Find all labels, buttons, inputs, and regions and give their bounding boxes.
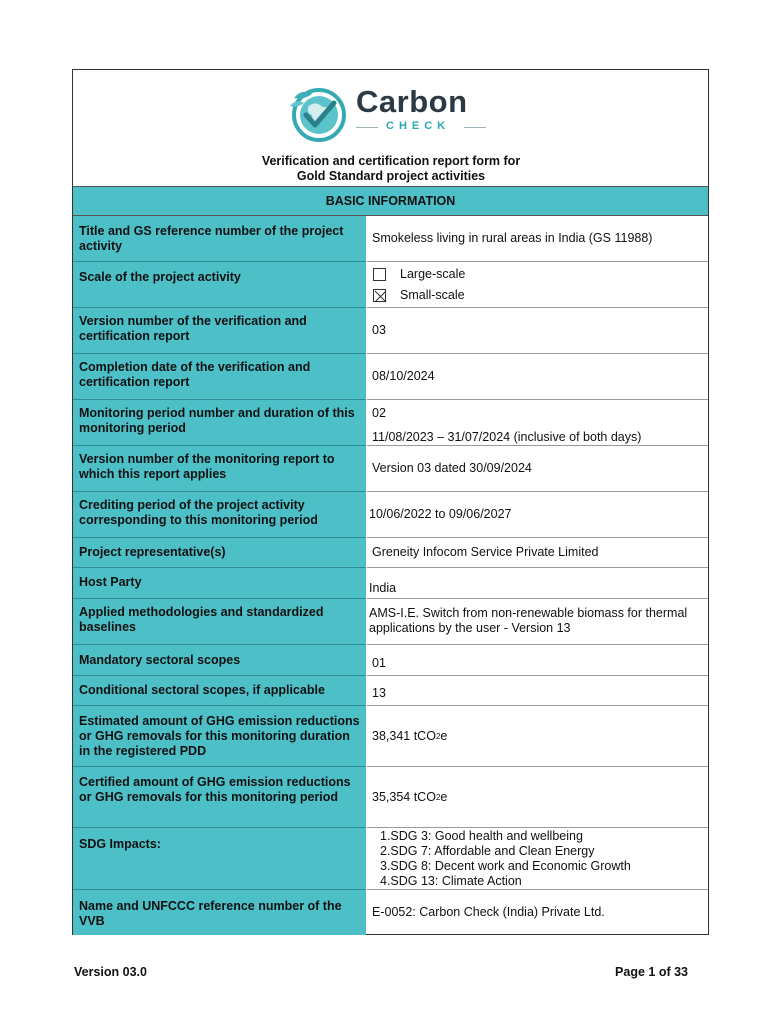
section-header: BASIC INFORMATION bbox=[73, 186, 708, 216]
row-version-report bbox=[73, 308, 708, 354]
row-label: Host Party bbox=[73, 568, 366, 599]
row-label: Mandatory sectoral scopes bbox=[73, 645, 366, 676]
row-label: Conditional sectoral scopes, if applicable bbox=[73, 676, 366, 706]
list-item: 4.SDG 13: Climate Action bbox=[380, 874, 522, 888]
row-label: Name and UNFCCC reference number of the VVB bbox=[73, 890, 366, 935]
row-value bbox=[367, 262, 708, 308]
row-value bbox=[367, 828, 708, 890]
row-value: Greneity Infocom Service Private Limited bbox=[367, 538, 708, 568]
row-label: Version number of the verification and certification report bbox=[73, 308, 366, 354]
row-label: Applied methodologies and standardized baselines bbox=[73, 599, 366, 645]
row-value: AMS-I.E. Switch from non-renewable biomass for thermal applications by the user - Version 13 bbox=[367, 599, 708, 645]
row-value: 08/10/2024 bbox=[367, 354, 708, 400]
footer-page-number: Page 1 of 33 bbox=[615, 965, 688, 979]
row-certified-amount bbox=[73, 767, 708, 828]
row-title-reference bbox=[73, 216, 708, 262]
title-line-2: Gold Standard project activities bbox=[296, 169, 486, 183]
row-label: SDG Impacts: bbox=[73, 828, 366, 890]
row-vvb bbox=[73, 890, 708, 935]
row-value: 01 bbox=[367, 645, 708, 676]
list-item: 1.SDG 3: Good health and wellbeing bbox=[380, 829, 583, 843]
checkbox-checked-icon bbox=[373, 289, 386, 302]
footer-version: Version 03.0 bbox=[74, 965, 147, 979]
row-label: Certified amount of GHG emission reductions or GHG removals for this monitoring period bbox=[73, 767, 366, 828]
row-value: 02 11/08/2023 – 31/07/2024 (inclusive of both days) bbox=[367, 400, 708, 446]
row-label: Completion date of the verification and certification report bbox=[73, 354, 366, 400]
row-label: Project representative(s) bbox=[73, 538, 366, 568]
row-monitoring-report bbox=[73, 446, 708, 492]
document-title bbox=[73, 154, 709, 184]
list-item: 2.SDG 7: Affordable and Clean Energy bbox=[380, 844, 595, 858]
logo-subtext: CHECK bbox=[356, 120, 490, 136]
row-value: India bbox=[367, 568, 708, 599]
row-value: 38,341 tCO 2 e bbox=[367, 706, 708, 767]
row-crediting-period bbox=[73, 492, 708, 538]
logo-wordmark: Carbon bbox=[356, 84, 468, 119]
row-methodologies bbox=[73, 599, 708, 645]
row-estimated-amount bbox=[73, 706, 708, 767]
carbon-check-logo bbox=[286, 82, 496, 144]
row-conditional-scopes bbox=[73, 676, 708, 706]
row-value: 10/06/2022 to 09/06/2027 bbox=[367, 492, 708, 538]
row-label: Scale of the project activity bbox=[73, 262, 366, 308]
checkbox-empty-icon bbox=[373, 268, 386, 281]
row-mandatory-scopes bbox=[73, 645, 708, 676]
row-label: Title and GS reference number of the project activity bbox=[73, 216, 366, 262]
sdg-list bbox=[380, 829, 708, 889]
list-item: 3.SDG 8: Decent work and Economic Growth bbox=[380, 859, 631, 873]
checkbox-small-scale[interactable]: Small-scale bbox=[373, 288, 465, 303]
row-value: 03 bbox=[367, 308, 708, 354]
row-value: Smokeless living in rural areas in India (GS 11988) bbox=[367, 216, 708, 262]
row-value: 13 bbox=[367, 676, 708, 706]
row-host-party bbox=[73, 568, 708, 599]
globe-check-logo-icon bbox=[286, 82, 350, 144]
row-value: Version 03 dated 30/09/2024 bbox=[367, 446, 708, 492]
row-scale bbox=[73, 262, 708, 308]
row-label: Monitoring period number and duration of this monitoring period bbox=[73, 400, 366, 446]
row-monitoring-period bbox=[73, 400, 708, 446]
checkbox-large-scale[interactable]: Large-scale bbox=[373, 267, 465, 282]
title-line-1: Verification and certification report form for bbox=[261, 154, 521, 168]
row-label: Estimated amount of GHG emission reductions or GHG removals for this monitoring duration in the registered PDD bbox=[73, 706, 366, 767]
row-sdg-impacts bbox=[73, 828, 708, 890]
row-value: E-0052: Carbon Check (India) Private Ltd. bbox=[372, 905, 605, 919]
row-project-representative bbox=[73, 538, 708, 568]
row-label: Version number of the monitoring report to which this report applies bbox=[73, 446, 366, 492]
row-completion-date bbox=[73, 354, 708, 400]
row-value: 35,354 tCO 2 e bbox=[367, 767, 708, 828]
row-label: Crediting period of the project activity corresponding to this monitoring period bbox=[73, 492, 366, 538]
